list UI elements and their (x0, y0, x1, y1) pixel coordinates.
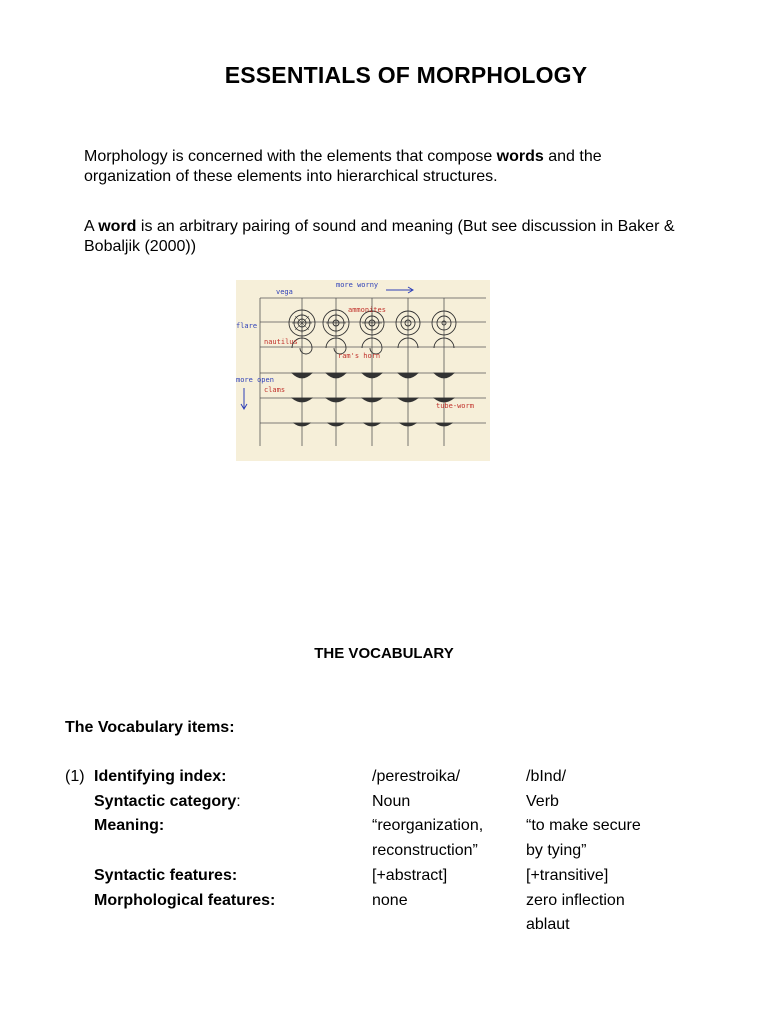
vocabulary-row-label-suffix: : (236, 792, 241, 810)
vocabulary-row (0, 793, 768, 818)
vocabulary-row-label (94, 793, 241, 811)
figure-col-label: vega (276, 288, 293, 296)
vocabulary-cell-bind: by tying” (526, 842, 587, 860)
intro-p1-text: Morphology is concerned with the elements that compose (84, 148, 497, 165)
vocabulary-row (0, 842, 768, 867)
figure-open-label: more open (236, 376, 274, 384)
figure-label-ammonites: ammonites (348, 306, 386, 314)
vocabulary-cell-bind: Verb (526, 792, 559, 810)
intro-p1-bold: words (496, 148, 544, 165)
vocabulary-cell-bind: zero inflection (526, 891, 625, 909)
figure-label-rams-horn: ram's horn (338, 352, 381, 360)
vocabulary-cell-perestroika: “reorganization, (372, 817, 484, 835)
page-title: ESSENTIALS OF MORPHOLOGY (224, 62, 588, 88)
figure-flare-label: flare (236, 322, 258, 330)
vocabulary-cell-bind: “to make secure (526, 817, 641, 835)
vocabulary-row-label (94, 892, 275, 910)
intro-p2-bold: word (98, 218, 137, 235)
morphospace-diagram (236, 280, 490, 461)
vocabulary-row (0, 817, 768, 842)
vocabulary-row-label-text: Morphological features: (94, 891, 276, 909)
vocabulary-row (0, 768, 768, 793)
morphospace-figure (236, 280, 490, 461)
example-number: (1) (65, 768, 85, 785)
vocabulary-row-label (94, 768, 226, 786)
vocabulary-row (0, 916, 768, 941)
vocabulary-row-label (94, 867, 237, 885)
figure-top-label: more worny (336, 281, 379, 289)
intro-p1-text-end: and the organization of these elements into hierarchical structures. (84, 148, 602, 185)
intro-p2-text: A (84, 218, 99, 235)
vocabulary-row-label-text: Syntactic category (94, 792, 237, 810)
shell-rows-open (292, 373, 454, 426)
vocabulary-row (0, 892, 768, 917)
vocabulary-cell-perestroika: Noun (372, 792, 411, 810)
section-title: THE VOCABULARY (314, 645, 454, 662)
figure-label-nautilus: nautilus (264, 338, 298, 346)
vocabulary-cell-perestroika: /perestroika/ (372, 768, 461, 785)
figure-labels (236, 281, 474, 410)
vocabulary-row-label-text: Meaning: (94, 817, 165, 835)
intro-paragraph-1 (84, 147, 684, 187)
vocabulary-cell-bind: ablaut (526, 916, 570, 934)
vocabulary-cell-perestroika: [+abstract] (372, 866, 448, 884)
vocabulary-cell-bind: /bInd/ (526, 768, 567, 785)
vocabulary-row-label-text: Syntactic features: (94, 866, 238, 884)
vocabulary-cell-bind: [+transitive] (526, 866, 609, 884)
figure-label-tube-worm: tube-worm (436, 402, 474, 410)
vocabulary-row (0, 867, 768, 892)
vocabulary-subhead: The Vocabulary items: (65, 719, 235, 736)
vocabulary-cell-perestroika: reconstruction” (372, 842, 478, 860)
intro-paragraph-2 (84, 217, 684, 257)
vocabulary-row-label (94, 817, 164, 835)
intro-p2-text-end: is an arbitrary pairing of sound and meaning (But see discussion in Baker & Bobaljik (2000)) (84, 218, 675, 255)
vocabulary-cell-perestroika: none (372, 891, 408, 909)
figure-label-clams: clams (264, 386, 286, 394)
vocabulary-row-label-text: Identifying index: (94, 768, 227, 785)
